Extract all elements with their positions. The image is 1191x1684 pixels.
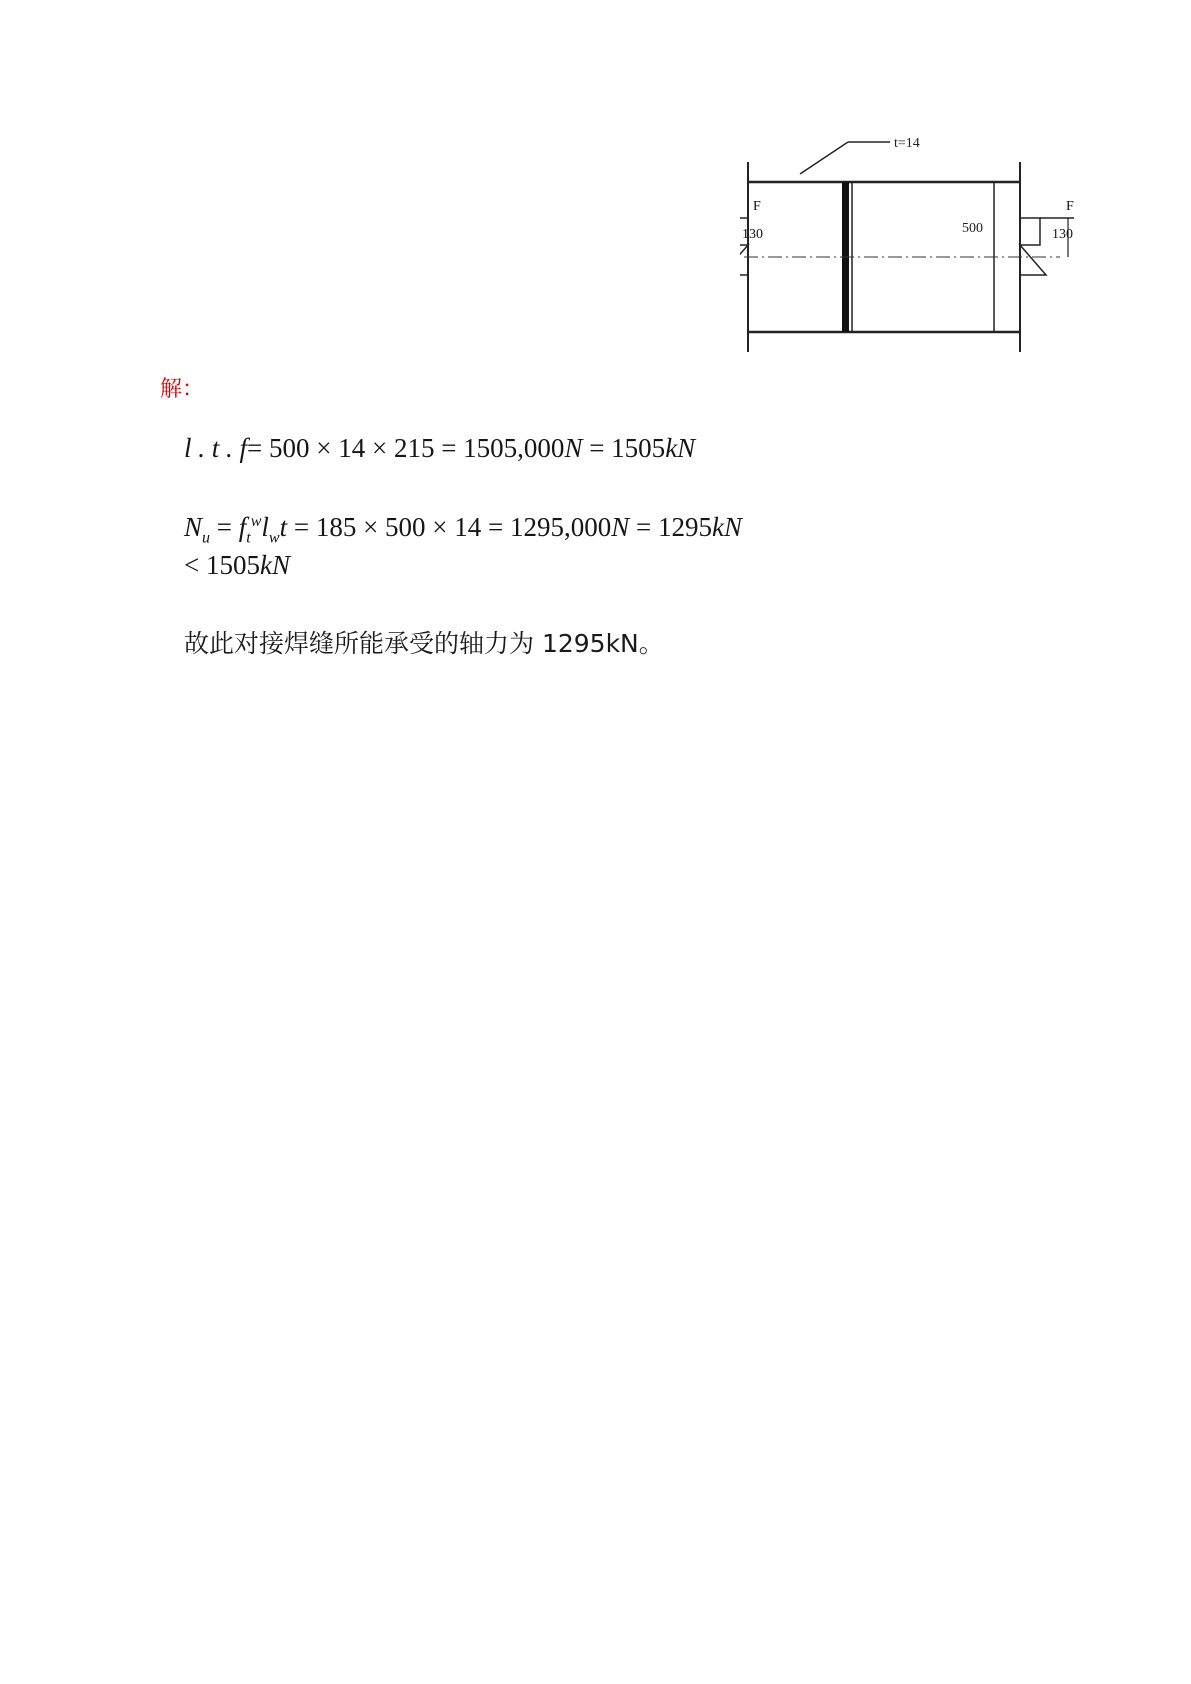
eq2-unit1: N [611,512,630,542]
eq2-f: f [238,512,247,542]
width-label: 500 [962,221,983,236]
thickness-leader [800,142,848,174]
thickness-label: t=14 [894,136,920,151]
eq1-unit2: kN [665,433,696,463]
eq2-f-sub: t [246,529,251,547]
eq2b-rhs: < 1505 [184,550,260,580]
dim-left-label: 130 [742,227,763,242]
eq2-l: l [261,512,269,542]
eq2-mid: = 1295 [629,512,713,542]
eq1-lhs: l . t . f [184,433,248,463]
eq2-N-sub: u [202,529,211,547]
eq2-t: t [279,512,288,542]
solution-label: 解： [160,376,205,401]
force-right-label: F [1066,199,1074,214]
eq1-rhs: = 500 × 14 × 215 = 1505,000 [247,433,565,463]
eq2-N: N [184,512,203,542]
dim-right-label: 130 [1052,227,1073,242]
eq1-mid: = 1505 [582,433,666,463]
eq2-l-sub: w [268,529,280,547]
eq1-unit1: N [564,433,583,463]
right-break-line [1020,218,1046,275]
eq2b-unit: kN [259,550,290,580]
equation-2-continuation [184,548,290,582]
eq2-f-sup: w [250,513,262,530]
eq2-eq: = [210,512,239,542]
eq2-unit2: kN [712,512,743,542]
equation-1 [184,431,695,465]
eq2-rhs: = 185 × 500 × 14 = 1295,000 [287,512,612,542]
force-left-label: F [753,199,761,214]
conclusion-text: 故此对接焊缝所能承受的轴力为 1295kN。 [184,629,664,658]
